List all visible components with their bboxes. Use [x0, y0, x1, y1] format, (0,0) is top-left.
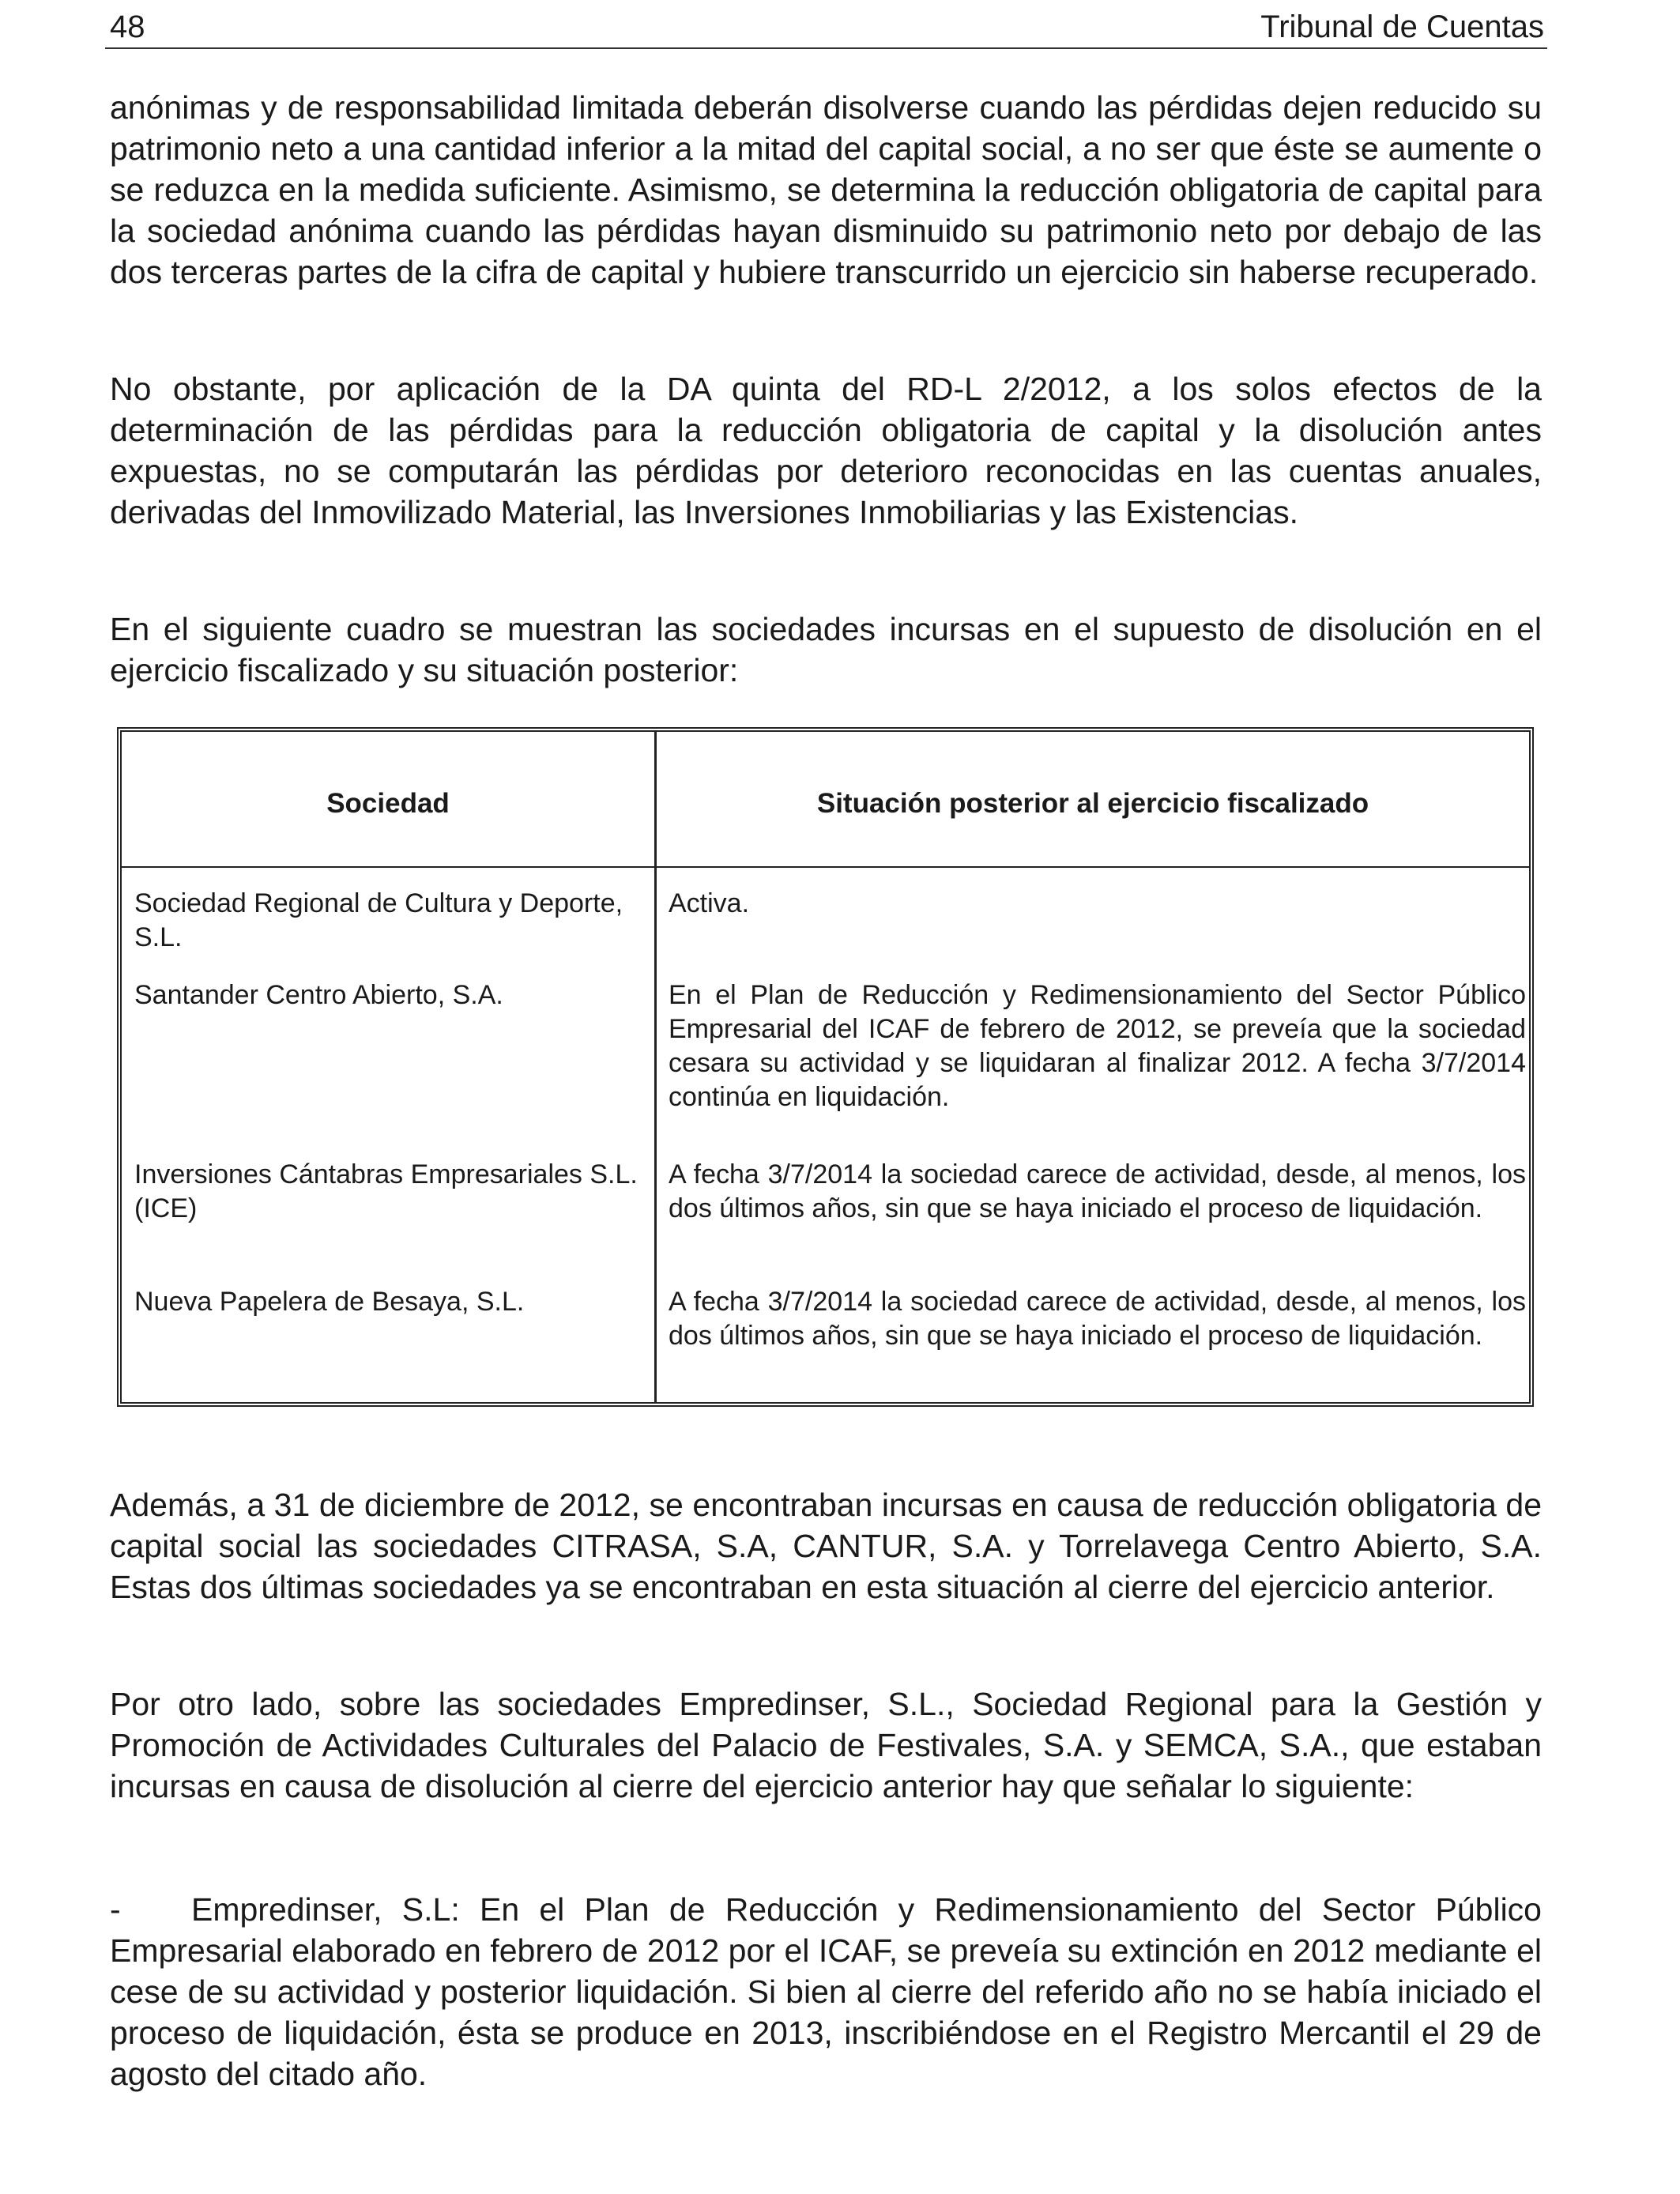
- paragraph-3: En el siguiente cuadro se muestran las sociedades incursas en el supuesto de disolución en el ejercicio fiscalizado y su situación posterior:: [110, 611, 1542, 688]
- paragraph-2: No obstante, por aplicación de la DA quinta del RD-L 2/2012, a los solos efectos de la determinación de las pérdidas para la reducción obligatoria de capital y la disolución antes expuestas, no se computarán las pérdidas por deterioro reconocidas en las cuentas anuales, derivadas del Inmovilizado Material, las Inversiones Inmobiliarias y las Existencias.: [110, 371, 1542, 530]
- paragraph-1: anónimas y de responsabilidad limitada deberán disolverse cuando las pérdidas dejen reducido su patrimonio neto a una cantidad inferior a la mitad del capital social, a no ser que éste se aumente o se reduzca en la medida suficiente. Asimismo, se determina la reducción obligatoria de capital para la sociedad anónima cuando las pérdidas hayan disminuido su patrimonio neto por debajo de las dos terceras partes de la cifra de capital y hubiere transcurrido un ejercicio sin haberse recuperado.: [110, 89, 1542, 290]
- table-cell-sociedad: Nueva Papelera de Besaya, S.L.: [134, 1287, 525, 1317]
- table-header-rule: [122, 866, 1529, 868]
- table-cell-sociedad: Santander Centro Abierto, S.A.: [134, 980, 503, 1010]
- table-cell-situacion: Activa.: [669, 888, 750, 918]
- table-cell-situacion: En el Plan de Reducción y Redimensionamiento del Sector Público Empresarial del ICAF de febrero de 2012, se preveía que la sociedad cesara su actividad y se liquidaran al finalizar 2012. A fecha 3/7/2014 continúa en liquidación.: [669, 980, 1526, 1112]
- list-item-text: Empredinser, S.L: En el Plan de Reducción y Redimensionamiento del Sector Público Empresarial elaborado en febrero de 2012 por el ICAF, se preveía su extinción en 2012 mediante el cese de su actividad y posterior liquidación. Si bien al cierre del referido año no se había iniciado el proceso de liquidación, ésta se produce en 2013, inscribiéndose en el Registro Mercantil el 29 de agosto del citado año.: [110, 1891, 1542, 2092]
- table-cell-situacion: A fecha 3/7/2014 la sociedad carece de actividad, desde, al menos, los dos últimos años, sin que se haya iniciado el proceso de liquidación.: [669, 1287, 1526, 1351]
- list-item-empredinser: [110, 1889, 1542, 2094]
- paragraph-4: Además, a 31 de diciembre de 2012, se encontraban incursas en causa de reducción obligatoria de capital social las sociedades CITRASA, S.A, CANTUR, S.A. y Torrelavega Centro Abierto, S.A. Estas dos últimas sociedades ya se encontraban en esta situación al cierre del ejercicio anterior.: [110, 1487, 1542, 1605]
- table-column-divider: [654, 732, 657, 1402]
- table-cell-sociedad: Inversiones Cántabras Empresariales S.L. (ICE): [134, 1159, 638, 1223]
- table-cell-situacion: A fecha 3/7/2014 la sociedad carece de actividad, desde, al menos, los dos últimos años, sin que se haya iniciado el proceso de liquidación.: [669, 1159, 1526, 1223]
- table-header-situacion: Situación posterior al ejercicio fiscalizado: [816, 788, 1369, 819]
- companies-table: [117, 727, 1534, 1407]
- list-dash: -: [110, 1891, 121, 1928]
- page-number: 48: [110, 9, 145, 44]
- paragraph-5: Por otro lado, sobre las sociedades Empredinser, S.L., Sociedad Regional para la Gestión y Promoción de Actividades Culturales del Palacio de Festivales, S.A. y SEMCA, S.A., que estaban incursas en causa de disolución al cierre del ejercicio anterior hay que señalar lo siguiente:: [110, 1686, 1542, 1804]
- running-title: Tribunal de Cuentas: [1260, 9, 1544, 44]
- table-cell-sociedad: Sociedad Regional de Cultura y Deporte, S.L.: [134, 888, 623, 952]
- table-header-sociedad: Sociedad: [326, 788, 450, 819]
- page-header: [105, 6, 1547, 49]
